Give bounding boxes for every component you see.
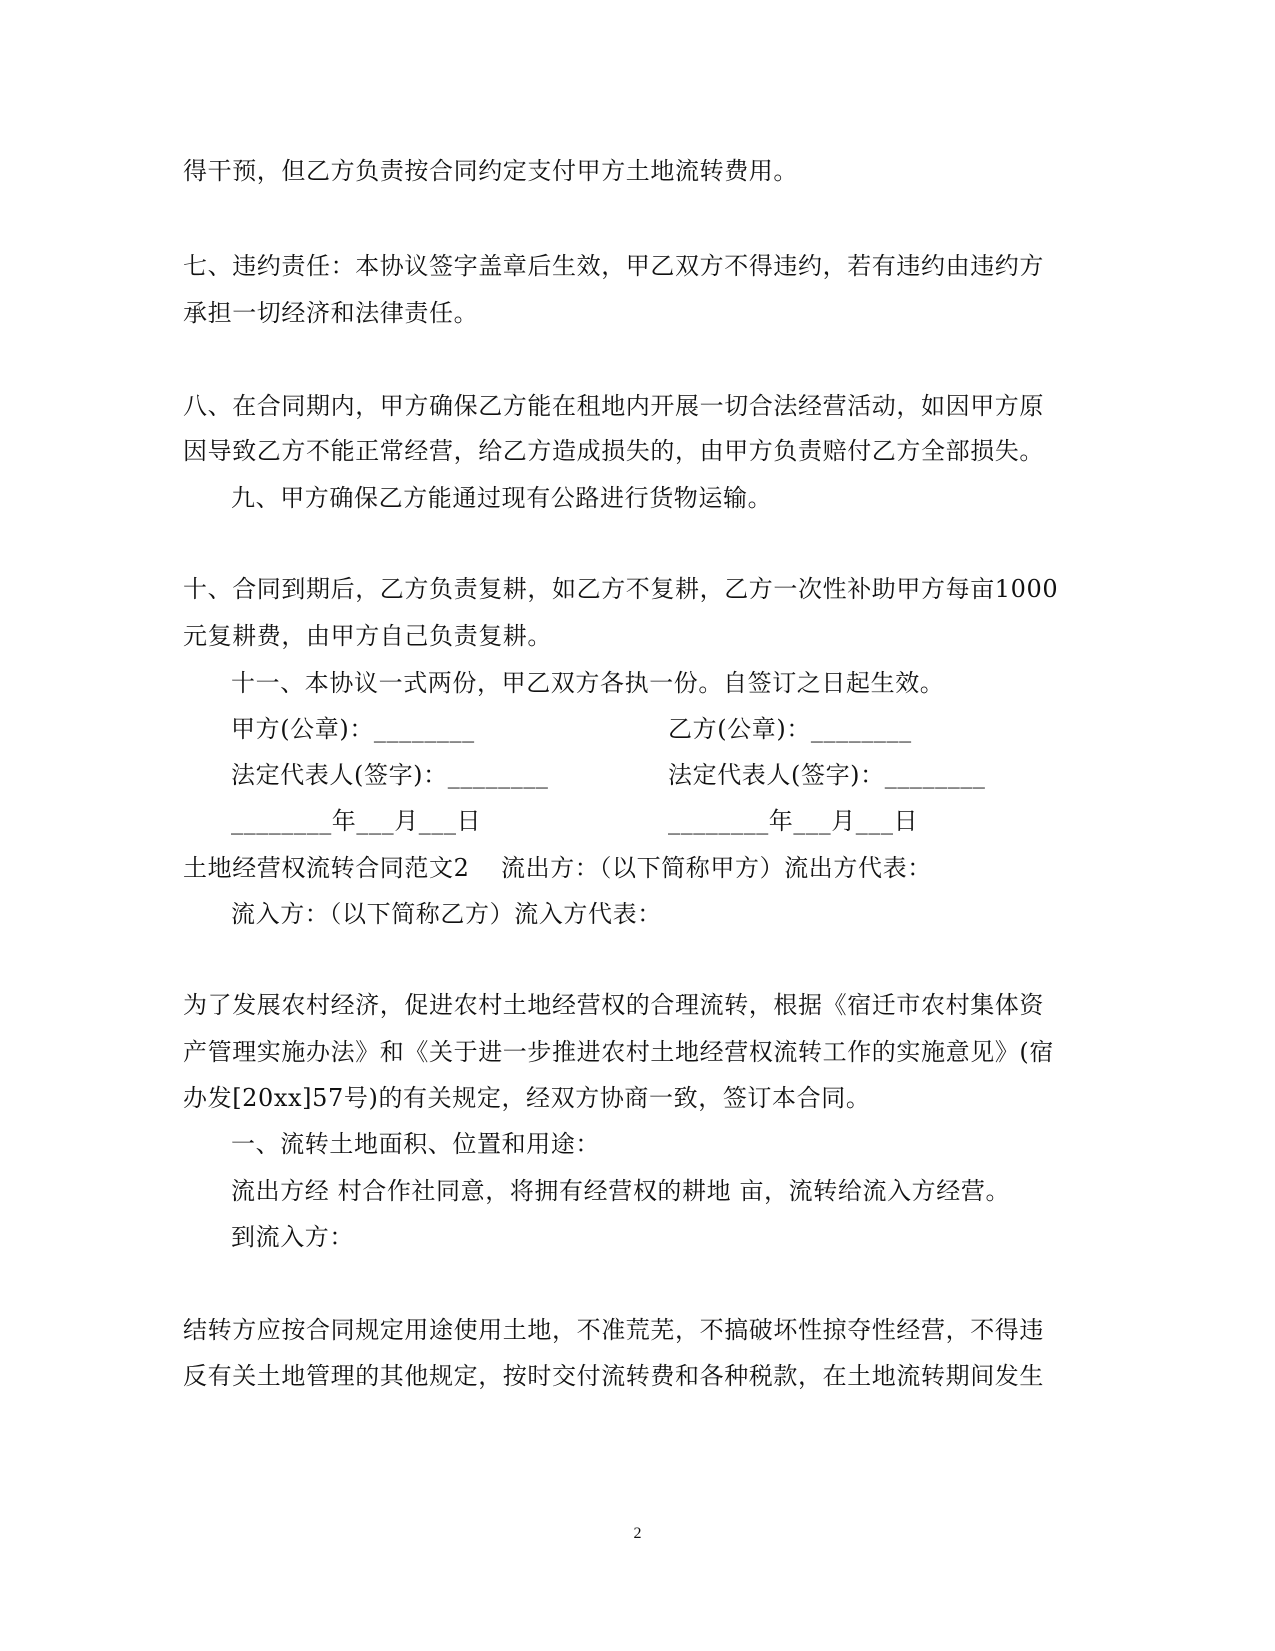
clause-8-line-1: 八、在合同期内，甲方确保乙方能在租地内开展一切合法经营活动，如因甲方原 (183, 392, 1044, 420)
section-1-title: 一、流转土地面积、位置和用途： (231, 1130, 600, 1158)
clause-7-line-2: 承担一切经济和法律责任。 (183, 299, 479, 327)
party-b-representative-field: 法定代表人(签字)：________ (668, 761, 986, 789)
party-a-seal-field: 甲方(公章)：________ (231, 715, 475, 743)
party-a-date-field: ________年___月___日 (231, 807, 482, 835)
party-b-seal-field: 乙方(公章)：________ (668, 715, 912, 743)
intro-line-2: 产管理实施办法》和《关于进一步推进农村土地经营权流转工作的实施意见》(宿 (183, 1038, 1054, 1066)
sample-2-heading: 土地经营权流转合同范文2 (183, 854, 470, 882)
clause-10-line-1: 十、合同到期后，乙方负责复耕，如乙方不复耕，乙方一次性补助甲方每亩1000 (183, 575, 1059, 603)
intro-line-3: 办发[20xx]57号)的有关规定，经双方协商一致，签订本合同。 (183, 1084, 871, 1112)
section-1-to-transferee: 到流入方： (231, 1223, 354, 1251)
clause-7-line-1: 七、违约责任：本协议签字盖章后生效，甲乙双方不得违约，若有违约由违约方 (183, 252, 1044, 280)
party-b-date-field: ________年___月___日 (668, 807, 919, 835)
intro-line-1: 为了发展农村经济，促进农村土地经营权的合理流转，根据《宿迁市农村集体资 (183, 991, 1044, 1019)
section-2-line-2: 反有关土地管理的其他规定，按时交付流转费和各种税款，在土地流转期间发生 (183, 1362, 1044, 1390)
clause-11-line: 十一、本协议一式两份，甲乙双方各执一份。自签订之日起生效。 (231, 669, 945, 697)
clause-10-line-2: 元复耕费，由甲方自己负责复耕。 (183, 622, 552, 650)
transferee-line: 流入方：（以下简称乙方）流入方代表： (231, 900, 662, 928)
clause-6-tail-line: 得干预，但乙方负责按合同约定支付甲方土地流转费用。 (183, 157, 798, 185)
clause-9-line: 九、甲方确保乙方能通过现有公路进行货物运输。 (231, 484, 773, 512)
clause-8-line-2: 因导致乙方不能正常经营，给乙方造成损失的，由甲方负责赔付乙方全部损失。 (183, 437, 1044, 465)
section-2-line-1: 结转方应按合同规定用途使用土地，不准荒芜，不搞破坏性掠夺性经营，不得违 (183, 1316, 1044, 1344)
section-1-body: 流出方经 村合作社同意，将拥有经营权的耕地 亩，流转给流入方经营。 (231, 1177, 1011, 1205)
transferor-line: 流出方：（以下简称甲方）流出方代表： (501, 854, 932, 882)
page-number: 2 (633, 1525, 642, 1542)
party-a-representative-field: 法定代表人(签字)：________ (231, 761, 549, 789)
